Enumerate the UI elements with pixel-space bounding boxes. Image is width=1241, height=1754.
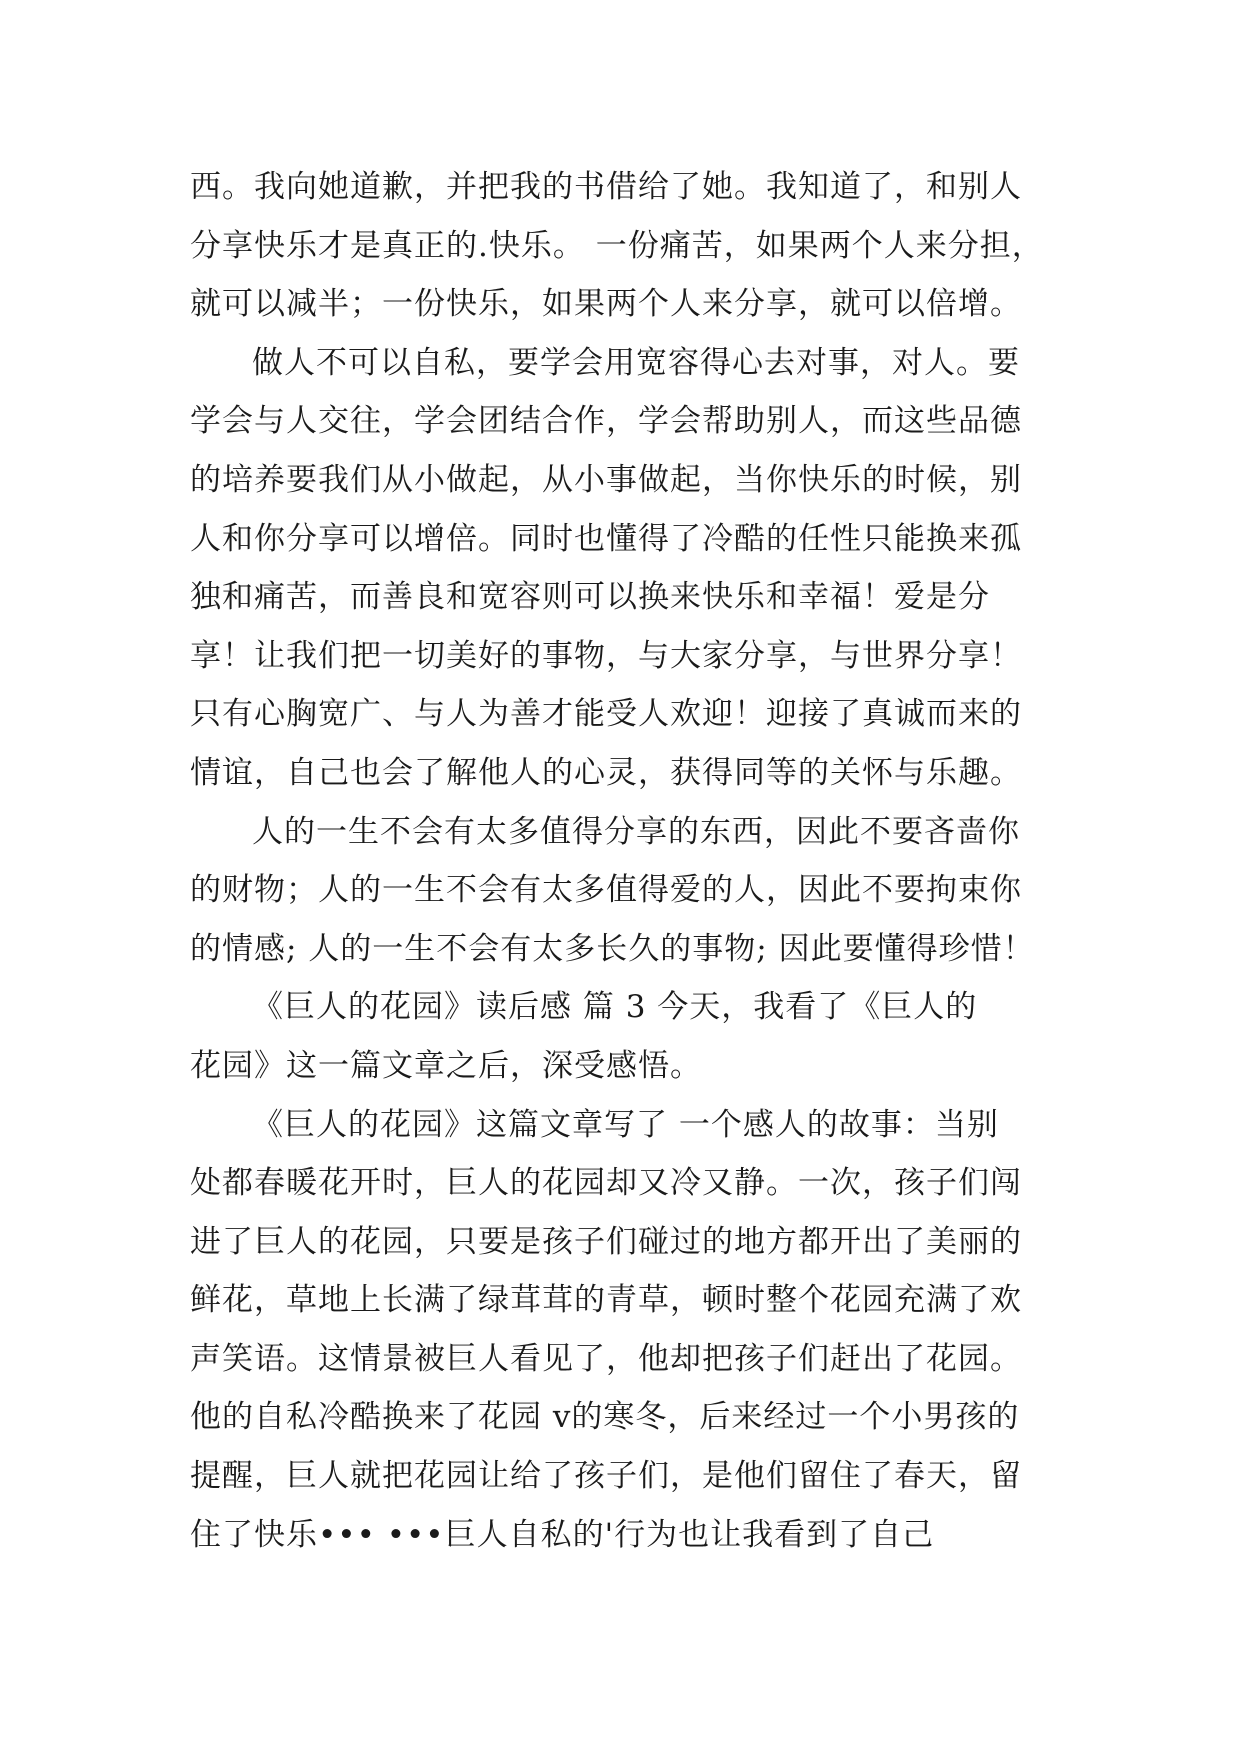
- text-line: 他的自私冷酷换来了花园 v的寒冬，后来经过一个小男孩的: [190, 1399, 1020, 1436]
- text-line: 人的一生不会有太多值得分享的东西，因此不要吝啬你: [252, 813, 1020, 850]
- text-line: 鲜花，草地上长满了绿茸茸的青草，顿时整个花园充满了欢: [190, 1282, 1022, 1319]
- text-line: 声笑语。这情景被巨人看见了，他却把孩子们赶出了花园。: [190, 1340, 1022, 1377]
- text-line: 的财物；人的一生不会有太多值得爱的人，因此不要拘束你: [190, 872, 1022, 909]
- text-line: 分享快乐才是真正的.快乐。 一份痛苦，如果两个人来分担，: [190, 227, 1044, 264]
- body-text: [190, 158, 1070, 1564]
- text-line: 人和你分享可以增倍。同时也懂得了冷酷的任性只能换来孤: [190, 520, 1022, 557]
- text-line: 西。我向她道歉，并把我的书借给了她。我知道了，和别人: [190, 169, 1022, 205]
- text-line: 情谊，自己也会了解他人的心灵，获得同等的关怀与乐趣。: [190, 754, 1022, 791]
- text-line: 花园》这一篇文章之后，深受感悟。: [190, 1047, 702, 1084]
- text-line: 《巨人的花园》读后感 篇 3 今天，我看了《巨人的: [252, 989, 978, 1026]
- text-line: 做人不可以自私，要学会用宽容得心去对事，对人。要: [252, 344, 1020, 381]
- text-line: 住了快乐••• •••巨人自私的'行为也让我看到了自己: [190, 1516, 935, 1553]
- text-line: 的培养要我们从小做起，从小事做起，当你快乐的时候，别: [190, 461, 1022, 498]
- text-line: 处都春暖花开时，巨人的花园却又冷又静。一次，孩子们闯: [190, 1165, 1022, 1202]
- text-line: 进了巨人的花园，只要是孩子们碰过的地方都开出了美丽的: [190, 1223, 1022, 1260]
- text-line: 享！让我们把一切美好的事物，与大家分享，与世界分享！: [190, 637, 1022, 674]
- text-line: 学会与人交往，学会团结合作，学会帮助别人，而这些品德: [190, 403, 1022, 440]
- text-line: 独和痛苦，而善良和宽容则可以换来快乐和幸福！爱是分: [190, 579, 990, 616]
- text-line: 《巨人的花园》这篇文章写了 一个感人的故事：当别: [252, 1106, 999, 1143]
- text-line: 只有心胸宽广、与人为善才能受人欢迎！迎接了真诚而来的: [190, 696, 1022, 733]
- text-line: 的情感; 人的一生不会有太多长久的事物; 因此要懂得珍惜！: [190, 930, 1035, 967]
- text-line: 提醒，巨人就把花园让给了孩子们，是他们留住了春天，留: [190, 1458, 1022, 1495]
- text-line: 就可以减半；一份快乐，如果两个人来分享，就可以倍增。: [190, 286, 1022, 323]
